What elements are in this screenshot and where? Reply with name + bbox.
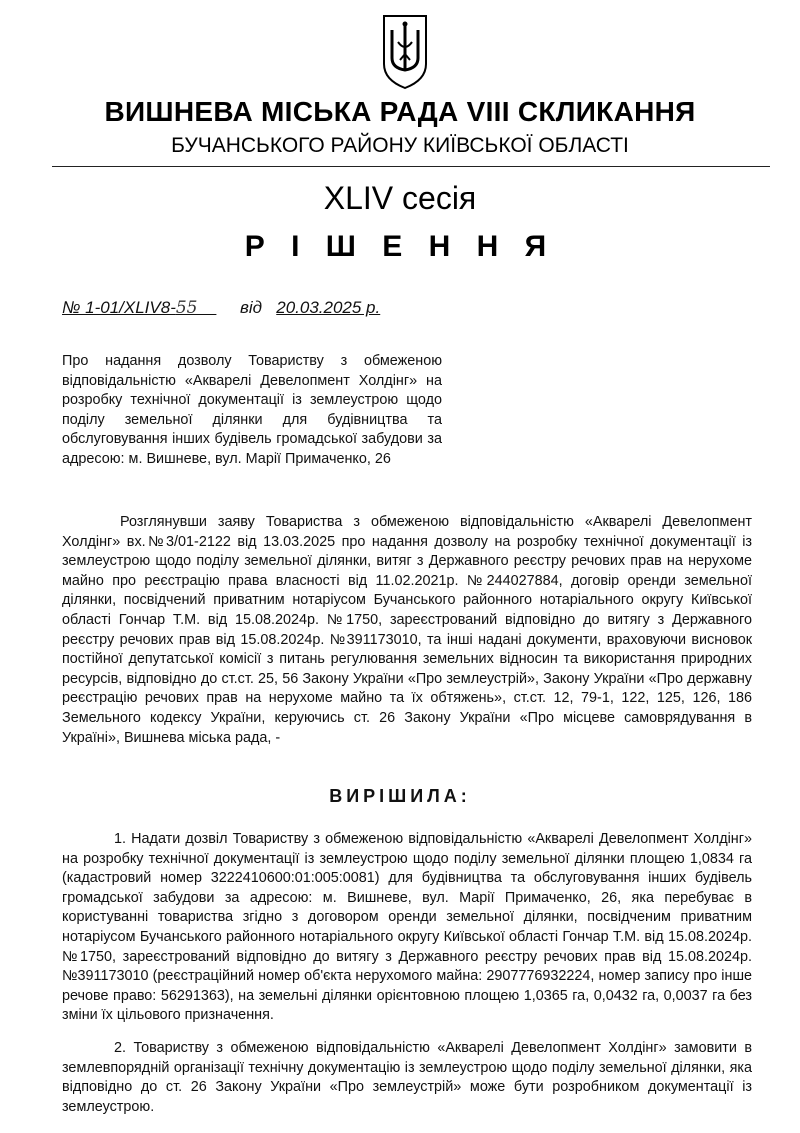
decision-date: 20.03.2025 р.	[276, 298, 381, 317]
date-from-label: від	[240, 298, 263, 317]
session-title: XLIV сесія	[323, 180, 477, 216]
council-title: ВИШНЕВА МІСЬКА РАДА VIII СКЛИКАННЯ	[104, 96, 696, 127]
decision-number-line	[62, 298, 380, 318]
resolved-heading: ВИРІШИЛА:	[329, 786, 471, 806]
resolution-item-2: 2. Товариству з обмеженою відповідальністю «Акварелі Девелопмент Холдінг» замовити в землевпорядній організації технічну документацію із землеустрою щодо поділу земельної ділянки, яка відповідно до ст. 26 Закону України «Про землеустрій» може бути розробником документації із землеустрою.	[62, 1040, 752, 1115]
coat-of-arms-trident-icon	[380, 12, 430, 92]
preamble-paragraph: Розглянувши заяву Товариства з обмеженою відповідальністю «Акварелі Девелопмент Холдінг» вх.№3/01-2122 від 13.03.2025 про надання дозволу на розробку технічної документації із землеустрою щодо поділу земельної ділянки, витяг з Державного реєстру речових прав на нерухоме майно про реєстрацію права власності від 11.02.2021р. №244027884, договір оренди земельної ділянки, посвідчений приватним нотаріусом Бучанського районного нотаріального округу Київської області Гончар Т.М. від 15.08.2024р. №1750, зареєстрований відповідно до витягу з Державного реєстру речових прав від 15.08.2024р. №391173010, та інші надані документи, враховуючи висновок постійної депутатської комісії з питань регулювання земельних відносин та використання природних ресурсів, відповідно до ст.ст. 25, 56 Закону України «Про землеустрій», Закону України «Про державну реєстрацію речових прав на нерухоме майно та їх обтяжень», ст.ст. 12, 79-1, 122, 125, 126, 186 Земельного кодексу України, керуючись ст. 26 Закону України «Про місцеве самоврядування в Україні», Вишнева міська рада, -	[62, 514, 752, 746]
decision-heading: Р І Ш Е Н Н Я	[244, 230, 556, 263]
resolution-item-1: 1. Надати дозвіл Товариству з обмеженою відповідальністю «Акварелі Девелопмент Холдінг» на розробку технічної документації із землеустрою щодо поділу земельної ділянки площею 1,0834 га (кадастровий номер 3222410600:01:005:0081) для будівництва та обслуговування інших будівель громадської забудови за адресою: м. Вишневе, вул. Марії Примаченко, 26, яка перебуває в користуванні товариства згідно з договором оренди земельної ділянки, посвідченим приватним нотаріусом Бучанського районного нотаріального округу Київської області Гончар Т.М. від 15.08.2024р. №1750, зареєстрований відповідно до витягу з Державного реєстру речових прав від 15.08.2024р. №391173010 (реєстраційний номер об'єкта нерухомого майна: 2907776932224, номер запису про інше речове право: 56291363), на земельні ділянки орієнтовною площею 1,0365 га, 0,0432 га, 0,0037 га без зміни їх цільового призначення.	[62, 831, 752, 1024]
decision-number-prefix: № 1-01/XLIV8-	[62, 298, 176, 317]
decision-number	[62, 298, 216, 317]
header-divider	[52, 166, 770, 167]
district-subtitle: БУЧАНСЬКОГО РАЙОНУ КИЇВСЬКОЇ ОБЛАСТІ	[171, 134, 629, 157]
decision-subject: Про надання дозволу Товариству з обмеженою відповідальністю «Акварелі Девелопмент Холдінг» на розробку технічної документації із землеустрою щодо поділу земельної ділянки для будівництва та обслуговування інших будівель громадської забудови за адресою: м. Вишневе, вул. Марії Примаченко, 26	[62, 353, 442, 467]
handwritten-number: 55	[175, 298, 198, 318]
